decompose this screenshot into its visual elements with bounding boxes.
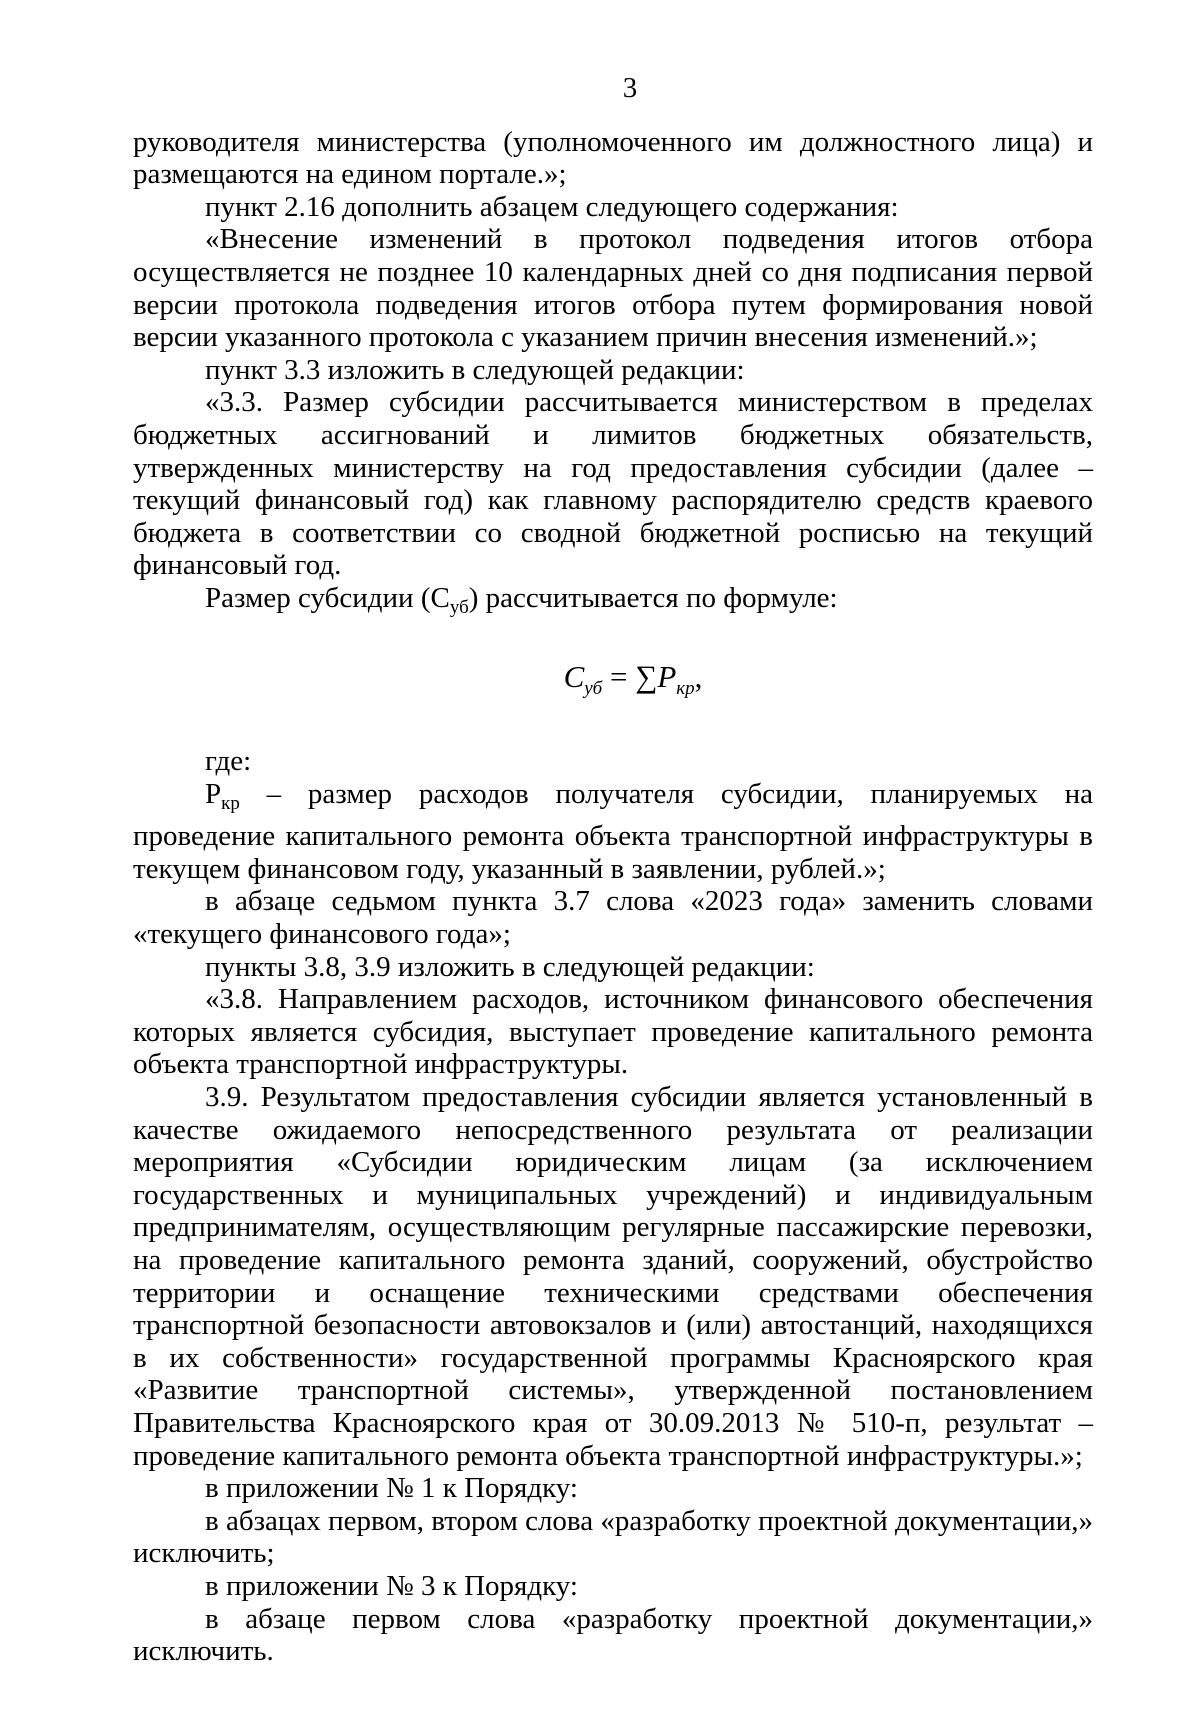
paragraph-9: в абзаце седьмом пункта 3.7 слова «2023 года» заменить словами «текущего финансового года»; bbox=[133, 885, 1093, 951]
page-number: 3 bbox=[622, 72, 638, 104]
paragraph-8-subscript: кр bbox=[221, 792, 240, 814]
paragraph-1: руководителя министерства (уполномоченного им должностного лица) и размещаются на едином портале.»; bbox=[133, 125, 1093, 191]
paragraph-10: пункты 3.8, 3.9 изложить в следующей редакции: bbox=[205, 950, 815, 983]
paragraph-16: в абзаце первом слова «разработку проектной документации,» исключить. bbox=[133, 1602, 1093, 1668]
paragraph-6-before: Размер субсидии (С bbox=[205, 581, 450, 614]
paragraph-6-after: ) рассчитывается по формуле: bbox=[468, 581, 838, 614]
paragraph-14: в абзацах первом, втором слова «разработку проектной документации,» исключить; bbox=[133, 1504, 1093, 1570]
where-label: где: bbox=[205, 745, 252, 778]
paragraph-3: «Внесение изменений в протокол подведения итогов отбора осуществляется не позднее 10 календарных дней со дня подписания первой версии протокола подведения итогов отбора путем формирования новой версии указанного протокола с указанием причин внесения изменений.»; bbox=[133, 223, 1093, 354]
paragraph-12: 3.9. Результатом предоставления субсидии является установленный в качестве ожидаемого непосредственного результата от реализации мероприятия «Субсидии юридическим лицам (за исключением государственных и муниципальных учреждений) и индивидуальным предпринимателям, осуществляющим регулярные пассажирские перевозки, на проведение капитального ремонта зданий, сооружений, обустройство территории и оснащение техническими средствами обеспечения транспортной безопасности автовокзалов и (или) автостанций, находящихся в их собственности» государственной программы Красноярского края «Развитие транспортной системы», утвержденной постановлением Правительства Красноярского края от 30.09.2013 № 510-п, результат – проведение капитального ремонта объекта транспортной инфраструктуры.»; bbox=[133, 1081, 1093, 1472]
paragraph-8 bbox=[133, 778, 1093, 886]
paragraph-15: в приложении № 3 к Порядку: bbox=[205, 1569, 578, 1602]
paragraph-11: «3.8. Направлением расходов, источником финансового обеспечения которых является субсидия, выступает проведение капитального ремонта объекта транспортной инфраструктуры. bbox=[133, 983, 1093, 1081]
paragraph-13: в приложении № 1 к Порядку: bbox=[205, 1472, 578, 1505]
formula-lhs-subscript: уб bbox=[584, 677, 603, 699]
paragraph-6 bbox=[133, 582, 1093, 625]
formula-rhs: Р bbox=[657, 658, 677, 694]
formula-rhs-subscript: кр bbox=[676, 677, 695, 699]
paragraph-4: пункт 3.3 изложить в следующей редакции: bbox=[205, 353, 745, 386]
paragraph-8-symbol: Р bbox=[205, 777, 222, 810]
formula-lhs: С bbox=[563, 658, 585, 694]
document-page bbox=[133, 72, 1093, 1668]
paragraph-5: «3.3. Размер субсидии рассчитывается министерством в пределах бюджетных ассигнований и лимитов бюджетных обязательств, утвержденных министерству на год предоставления субсидии (далее – текущий финансовый год) как главному распорядителю средств краевого бюджета в соответствии со сводной бюджетной росписью на текущий финансовый год. bbox=[133, 386, 1093, 582]
paragraph-2: пункт 2.16 дополнить абзацем следующего содержания: bbox=[205, 190, 899, 223]
formula-tail: , bbox=[694, 658, 703, 694]
formula-equals-sum: = ∑ bbox=[602, 658, 658, 694]
paragraph-8-text: – размер расходов получателя субсидии, планируемых на проведение капитального ремонта объекта транспортной инфраструктуры в текущем финансовом году, указанный в заявлении, рублей.»; bbox=[133, 777, 1093, 885]
paragraph-6-subscript: уб bbox=[449, 596, 469, 618]
subsidy-formula bbox=[133, 658, 1093, 706]
